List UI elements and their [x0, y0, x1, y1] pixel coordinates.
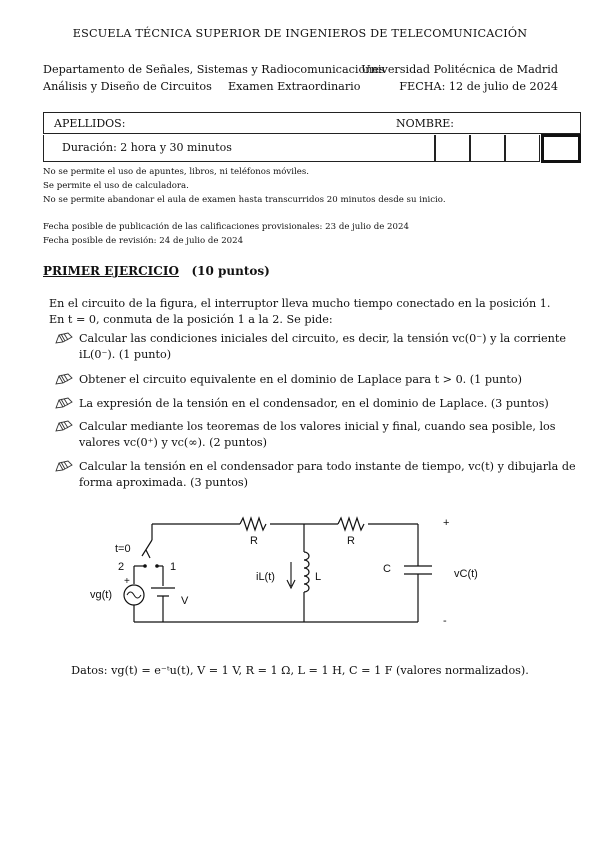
exercise-points: (10 puntos): [191, 264, 270, 278]
contact-1: [155, 564, 159, 568]
contact-2: [143, 564, 147, 568]
capacitor-icon: [404, 524, 432, 622]
v-label: V: [181, 595, 189, 607]
department: Departamento de Señales, Sistemas y Radiocomunicaciones: [43, 63, 385, 76]
current-arrow-icon: [287, 562, 295, 588]
list-item: [55, 396, 575, 412]
list-item: [55, 419, 575, 449]
duration-box: [43, 135, 435, 162]
rule-3: No se permite abandonar el aula de examen hasta transcurridos 20 minutos desde su inicio.: [43, 195, 446, 205]
vc-plus-label: +: [443, 517, 450, 529]
university: Universidad Politécnica de Madrid: [361, 63, 558, 76]
surname-label: APELLIDOS:: [54, 117, 126, 130]
intro-line-2: En t = 0, conmuta de la posición 1 a la 2. Se pide:: [49, 313, 333, 326]
item-text: Calcular la tensión en el condensador para todo instante de tiempo, vc(t) y dibujarla de forma aproximada. (3 puntos): [79, 460, 576, 489]
il-label: iL(t): [256, 571, 275, 583]
list-item: [55, 459, 576, 489]
exercise-title: [43, 264, 270, 278]
item-text: La expresión de la tensión en el condensador, en el dominio de Laplace. (3 puntos): [79, 397, 549, 410]
pen-icon: [55, 420, 73, 432]
inductor-icon: [304, 552, 309, 592]
list-item: [55, 372, 575, 388]
item-text: Calcular las condiciones iniciales del circuito, es decir, la tensión vc(0⁻) y la corriente iL(0⁻). (1 punto): [79, 332, 567, 361]
vc-minus-label: -: [443, 615, 447, 627]
publication-date: Fecha posible de publicación de las calificaciones provisionales: 23 de julio de 2024: [43, 222, 409, 232]
sine-icon: [127, 592, 141, 598]
pen-icon: [55, 397, 73, 409]
pen-icon: [55, 332, 73, 344]
r2-label: R: [347, 535, 355, 547]
exam-date: FECHA: 12 de julio de 2024: [399, 80, 558, 93]
name-label: NOMBRE:: [396, 117, 455, 130]
vc-label: vC(t): [454, 568, 478, 580]
item-text: Calcular mediante los teoremas de los valores inicial y final, cuando sea posible, los valores vc(0⁺) y vc(∞). (2 puntos): [79, 420, 556, 449]
vg-plus-label: +: [124, 576, 130, 587]
switch-blade: [142, 540, 152, 558]
circuit-diagram: [0, 500, 600, 640]
grade-cell-3: [505, 135, 540, 162]
duration-text: Duración: 2 hora y 30 minutos: [62, 141, 232, 154]
l-label: L: [315, 571, 322, 583]
course-name: Análisis y Diseño de Circuitos: [43, 80, 212, 93]
r1-label: R: [250, 535, 258, 547]
school-title: ESCUELA TÉCNICA SUPERIOR DE INGENIEROS DE TELECOMUNICACIÓN: [72, 27, 528, 40]
grade-cell-total: [541, 134, 581, 163]
pen-icon: [55, 373, 73, 385]
exam-type: Examen Extraordinario: [228, 80, 361, 93]
revision-date: Fecha posible de revisión: 24 de julio de 2024: [43, 236, 244, 246]
rule-1: No se permite el uso de apuntes, libros, ni teléfonos móviles.: [43, 167, 310, 177]
grade-cell-2: [470, 135, 505, 162]
c-label: C: [383, 563, 391, 575]
datos-line: Datos: vg(t) = e⁻ᵗu(t), V = 1 V, R = 1 Ω, L = 1 H, C = 1 F (valores normalizados).: [71, 664, 529, 677]
pen-icon: [55, 460, 73, 472]
exercise-name: PRIMER EJERCICIO: [43, 264, 179, 278]
list-item: [55, 331, 575, 361]
switch-time-label: t=0: [115, 543, 131, 555]
intro-line-1: En el circuito de la figura, el interruptor lleva mucho tiempo conectado en la posición 1.: [49, 297, 551, 310]
item-text: Obtener el circuito equivalente en el dominio de Laplace para t > 0. (1 punto): [79, 373, 523, 386]
grade-cell-1: [435, 135, 470, 162]
resistor-1: [240, 518, 266, 530]
battery-icon: [151, 588, 175, 596]
pos1-label: 1: [170, 561, 177, 573]
resistor-2: [338, 518, 364, 530]
rule-2: Se permite el uso de calculadora.: [43, 181, 189, 191]
vg-label: vg(t): [90, 589, 112, 601]
pos2-label: 2: [118, 561, 125, 573]
student-name-box: [43, 112, 581, 134]
